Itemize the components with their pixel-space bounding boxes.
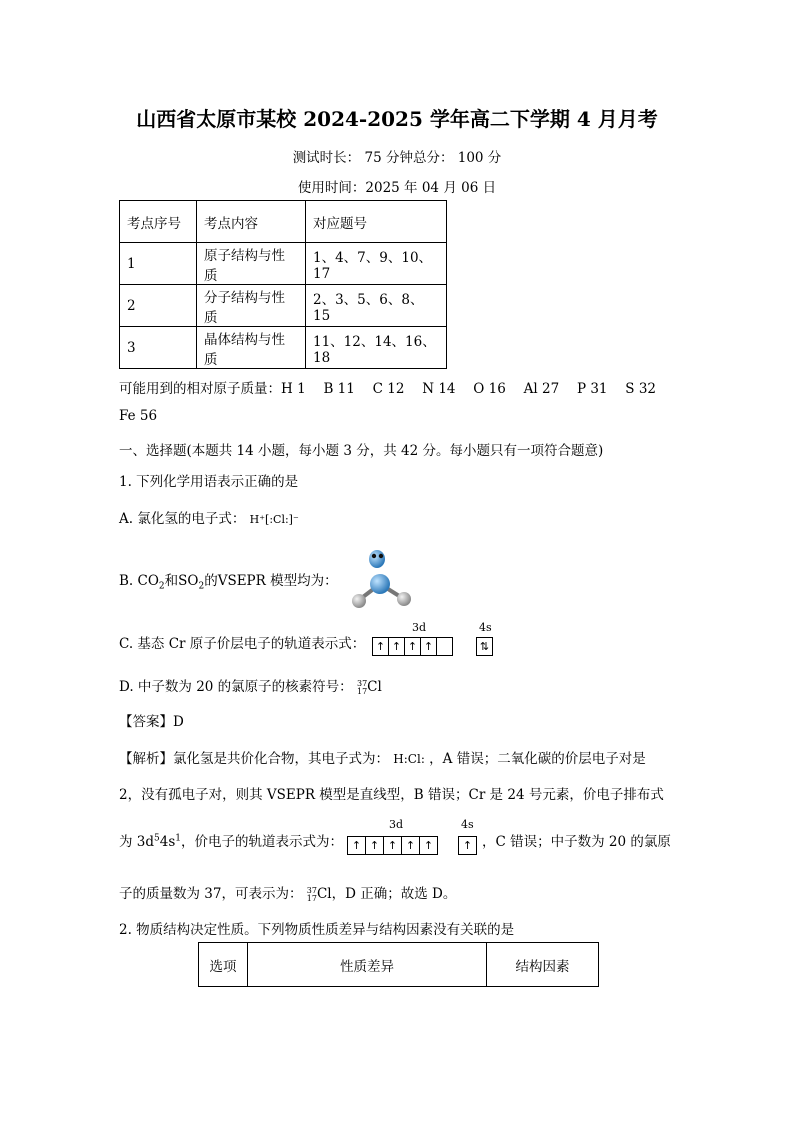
hcl-formula: H:Cl: [393, 752, 425, 766]
table-header-cell: 考点内容 [197, 201, 306, 243]
orbital-box [436, 637, 453, 656]
option-b-text-post: 的VSEPR 模型均为： [204, 573, 338, 589]
nuclide-mass-number: 37 [356, 678, 368, 688]
table-header-cell: 对应题号 [306, 201, 447, 243]
table-row [199, 943, 599, 987]
question-1-option-a [119, 507, 299, 527]
central-atom [370, 574, 390, 594]
table-cell: 2、3、5、6、8、15 [306, 285, 447, 327]
orbital-label-4s: 4s [479, 621, 492, 634]
orbital-box: ↑ [458, 836, 477, 855]
analysis-text: ，价电子的轨道表示式为： [181, 834, 344, 850]
table-cell: 分子结构与性质 [197, 285, 306, 327]
answer-orbital-diagram-4s [459, 836, 477, 855]
orbital-label-3d: 3d [412, 621, 427, 634]
table-header-cell: 结构因素 [487, 943, 599, 987]
table-header-cell: 考点序号 [120, 201, 197, 243]
orbital-box: ↑ [383, 836, 402, 855]
lone-pair-electron [379, 554, 383, 558]
analysis-text: ，A 错误；二氧化碳的价层电子对是 [429, 751, 646, 767]
question-1-stem: 1. 下列化学用语表示正确的是 [119, 474, 299, 490]
analysis-text: 为 3d [119, 834, 155, 850]
nuclide-atomic-number: 17 [356, 686, 368, 696]
option-d-text: D. 中子数为 20 的氯原子的核素符号： [119, 679, 353, 695]
option-b-and: 和SO [164, 573, 199, 589]
exam-date: 使用时间：2025 年 04 月 06 日 [297, 180, 497, 196]
nuclide-mass-number: 37 [306, 885, 317, 895]
orbital-box: ↑ [419, 836, 438, 855]
question-1-option-d [119, 675, 382, 696]
orbital-diagram-4s [477, 637, 493, 656]
analysis-line-1 [119, 747, 646, 767]
orbital-box: ↑ [347, 836, 366, 855]
atomic-masses-line2: Fe 56 [119, 408, 158, 424]
orbital-box: ⇅ [476, 637, 493, 656]
question-2-stem: 2. 物质结构决定性质。下列物质性质差异与结构因素没有关联的是 [119, 922, 515, 938]
orbital-box: ↑ [388, 637, 405, 656]
table-cell: 1、4、7、9、10、17 [306, 243, 447, 285]
orbital-label-4s: 4s [461, 818, 474, 831]
table-cell: 晶体结构与性质 [197, 327, 306, 369]
analysis-text: 【解析】氯化氢是共价化合物，其电子式为： [119, 751, 389, 767]
nuclide-atomic-number: 17 [306, 893, 317, 903]
section-heading: 一、选择题(本题共 14 小题，每小题 3 分，共 42 分。每小题只有一项符合题意) [119, 443, 604, 459]
orbital-diagram-3d [373, 637, 453, 656]
analysis-line-4 [119, 882, 456, 903]
ligand-atom [352, 594, 366, 608]
analysis-text: 子的质量数为 37，可表示为： [119, 886, 303, 902]
analysis-line-3a [119, 830, 343, 850]
analysis-line-2: 2，没有孤电子对，则其 VSEPR 模型是直线型，B 错误；Cr 是 24 号元素，价电子排布式 [119, 787, 664, 803]
answer-orbital-diagram-3d [348, 836, 438, 855]
analysis-text: ，D 正确；故选 D。 [331, 886, 457, 902]
atomic-masses-line1: 可能用到的相对原子质量：H 1 B 11 C 12 N 14 O 16 Al 27 P 31 S 32 [119, 381, 657, 397]
exam-duration: 测试时长： 75 分钟总分： 100 分 [292, 150, 502, 166]
superscript: 5 [154, 833, 160, 844]
nuclide-element: Cl [367, 679, 382, 695]
knowledge-point-table [119, 200, 447, 369]
question-1-option-c: C. 基态 Cr 原子价层电子的轨道表示式： [119, 636, 366, 652]
lone-pair-lobe [369, 550, 385, 568]
analysis-line-3b: ，C 错误；中子数为 20 的氯原 [482, 834, 671, 850]
ligand-atom [397, 592, 411, 606]
vsepr-molecule-model [346, 546, 416, 612]
lone-pair-electron [372, 554, 376, 558]
orbital-box: ↑ [401, 836, 420, 855]
orbital-box: ↑ [420, 637, 437, 656]
nuclide-element: Cl [316, 886, 332, 902]
table-header-cell: 选项 [199, 943, 248, 987]
orbital-box: ↑ [404, 637, 421, 656]
table-row [120, 327, 447, 369]
table-cell: 1 [120, 243, 197, 285]
orbital-box: ↑ [372, 637, 389, 656]
hcl-electron-formula: H⁺[:Cl:]⁻ [249, 513, 299, 526]
table-row [120, 201, 447, 243]
option-a-text: A. 氯化氢的电子式： [119, 511, 246, 527]
orbital-box: ↑ [365, 836, 384, 855]
page-title: 山西省太原市某校 2024-2025 学年高二下学期 4 月月考 [136, 107, 658, 131]
question-2-table [198, 942, 599, 987]
superscript: 1 [175, 833, 182, 844]
table-cell: 3 [120, 327, 197, 369]
answer-label: 【答案】D [119, 714, 184, 730]
option-b-text: B. CO [119, 573, 159, 589]
table-cell: 2 [120, 285, 197, 327]
orbital-label-3d: 3d [389, 818, 404, 831]
table-cell: 原子结构与性质 [197, 243, 306, 285]
table-row [120, 285, 447, 327]
analysis-text: 4s [159, 834, 176, 850]
table-header-cell: 性质差异 [248, 943, 487, 987]
question-1-option-b: B. $CO_2$和$SO_2$的VSEPR 模型均为： [119, 573, 338, 592]
table-row [120, 243, 447, 285]
table-cell: 11、12、14、16、18 [306, 327, 447, 369]
